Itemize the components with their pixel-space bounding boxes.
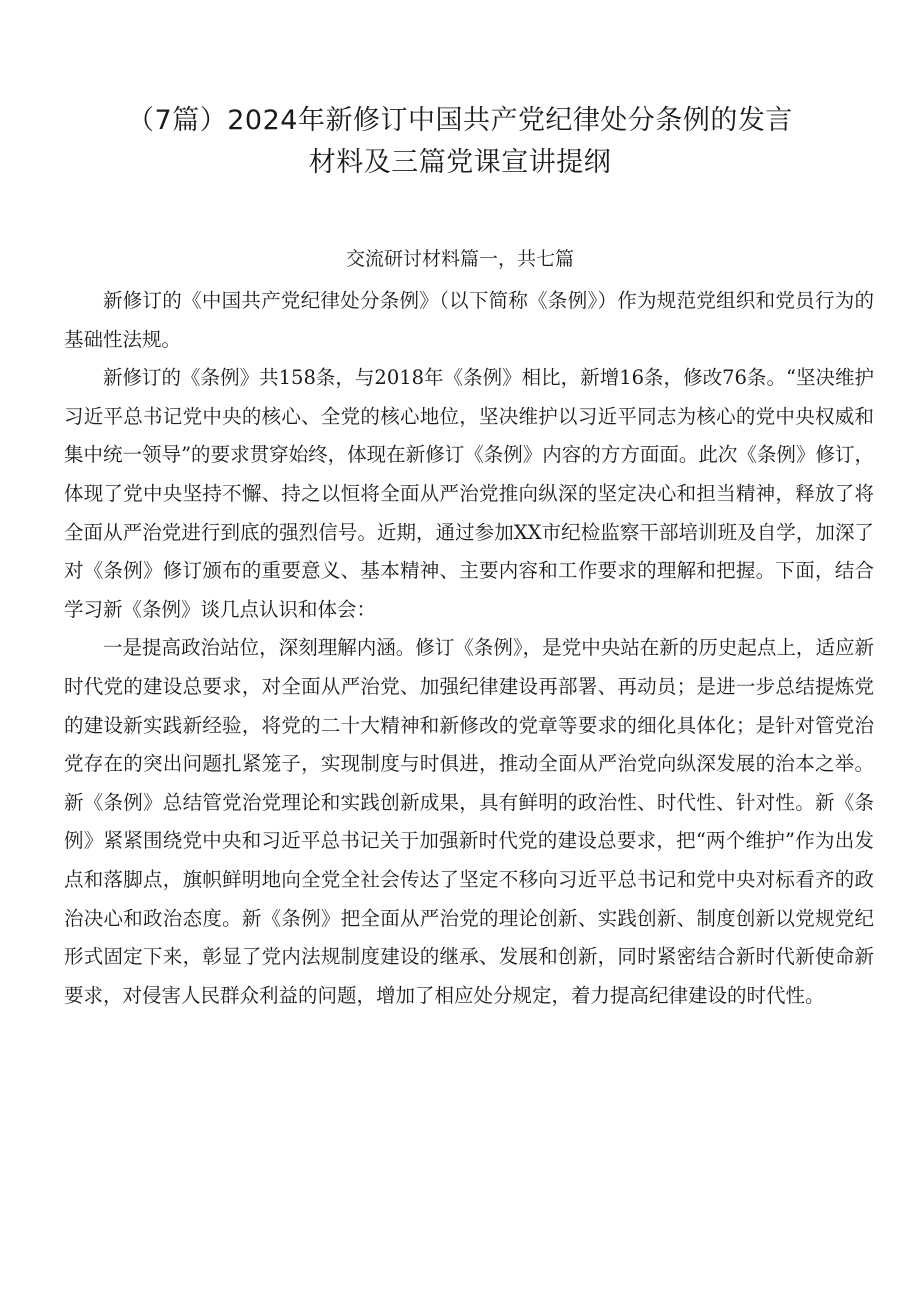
section-subtitle: 交流研讨材料篇一，共七篇 [345,248,574,270]
document-title-line-1: （7篇）2024年新修订中国共产党纪律处分条例的发言 [127,105,793,136]
document-title-line-2: 材料及三篇党课宣讲提纲 [308,147,612,178]
document-body [64,282,874,1015]
paragraph-point-one: 一是提高政治站位，深刻理解内涵。修订《条例》，是党中央站在新的历史起点上，适应新时代党的建设总要求，对全面从严治党、加强纪律建设再部署、再动员；是进一步总结提炼党的建设新实践新经验，将党的二十大精神和新修改的党章等要求的细化具体化；是针对管党治党存在的突出问题扎紧笼子，实现制度与时俱进，推动全面从严治党向纵深发展的治本之举。新《条例》总结管党治党理论和实践创新成果，具有鲜明的政治性、时代性、针对性。新《条例》紧紧围绕党中央和习近平总书记关于加强新时代党的建设总要求，把“两个维护”作为出发点和落脚点，旗帜鲜明地向全党全社会传达了坚定不移向习近平总书记和党中央对标看齐的政治决心和政治态度。新《条例》把全面从严治党的理论创新、实践创新、制度创新以党规党纪形式固定下来，彰显了党内法规制度建设的继承、发展和创新，同时紧密结合新时代新使命新要求，对侵害人民群众利益的问题，增加了相应处分规定，着力提高纪律建设的时代性。 [64,636,874,1007]
paragraph-overview: 新修订的《条例》共158条，与2018年《条例》相比，新增16条，修改76条。“坚决维护习近平总书记党中央的核心、全党的核心地位，坚决维护以习近平同志为核心的党中央权威和集中统一领导”的要求贯穿始终，体现在新修订《条例》内容的方方面面。此次《条例》修订，体现了党中央坚持不懈、持之以恒将全面从严治党推向纵深的坚定决心和担当精神，释放了将全面从严治党进行到底的强烈信号。近期，通过参加XX市纪检监察干部培训班及自学，加深了对《条例》修订颁布的重要意义、基本精神、主要内容和工作要求的理解和把握。下面，结合学习新《条例》谈几点认识和体会： [64,366,874,621]
paragraph-intro: 新修订的《中国共产党纪律处分条例》（以下简称《条例》）作为规范党组织和党员行为的基础性法规。 [64,289,874,351]
